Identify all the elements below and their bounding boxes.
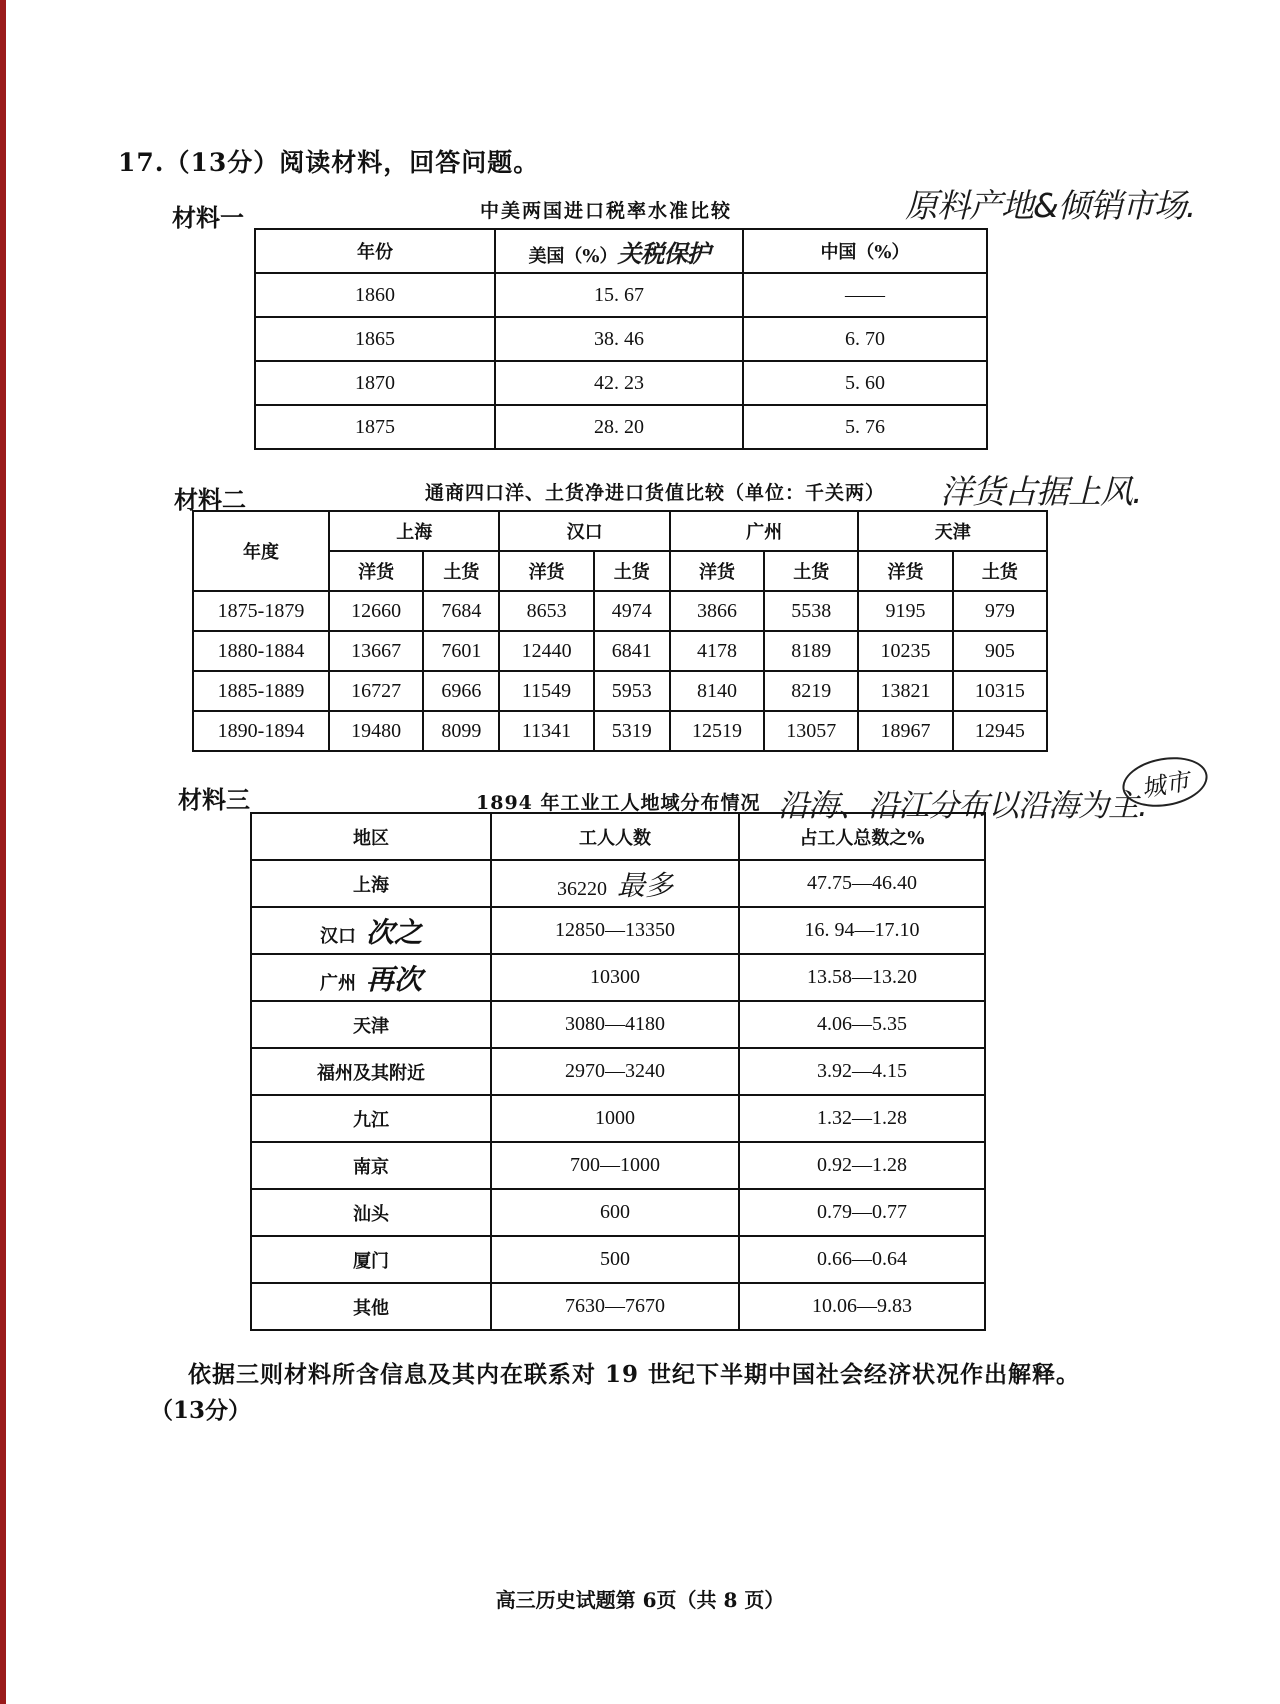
trade-cell: 979 — [953, 591, 1047, 631]
table-row — [251, 1142, 985, 1189]
workers-count-cell: 1000 — [491, 1095, 739, 1142]
trade-cell: 6841 — [594, 631, 670, 671]
table-row — [255, 405, 987, 449]
trade-cell: 6966 — [423, 671, 499, 711]
tariff-cell: 15. 67 — [495, 273, 743, 317]
tariff-cell: —— — [743, 273, 987, 317]
trade-cell: 9195 — [858, 591, 952, 631]
tariff-cell: 1870 — [255, 361, 495, 405]
trade-subheader: 洋货 — [499, 551, 593, 591]
table-row — [193, 591, 1047, 631]
trade-cell: 13821 — [858, 671, 952, 711]
material2-caption: 通商四口洋、土货净进口货值比较（单位：千关两） — [425, 482, 886, 504]
workers-table — [250, 812, 986, 1331]
table-row — [251, 1095, 985, 1142]
tariff-cell: 5. 76 — [743, 405, 987, 449]
trade-subheader: 土货 — [423, 551, 499, 591]
workers-region-cell: 天津 — [251, 1001, 491, 1048]
workers-region-cell — [251, 954, 491, 1001]
trade-header-city: 汉口 — [499, 511, 669, 551]
trade-cell: 13667 — [329, 631, 423, 671]
material2-label: 材料二 — [174, 485, 246, 514]
tariff-table — [254, 228, 988, 450]
trade-cell: 10235 — [858, 631, 952, 671]
workers-header-region: 地区 — [251, 813, 491, 860]
table-row — [251, 860, 985, 907]
trade-cell: 7601 — [423, 631, 499, 671]
trade-subheader: 洋货 — [329, 551, 423, 591]
question-score: （13分） — [150, 1397, 252, 1424]
workers-count-cell: 10300 — [491, 954, 739, 1001]
trade-cell: 10315 — [953, 671, 1047, 711]
trade-cell: 4974 — [594, 591, 670, 631]
table-row — [251, 1236, 985, 1283]
trade-cell: 8219 — [764, 671, 858, 711]
workers-region-name: 广州 — [319, 972, 356, 994]
tariff-header-usa-label: 美国（%） — [528, 245, 618, 267]
workers-percent-cell: 13.58—13.20 — [739, 954, 985, 1001]
workers-region-cell: 厦门 — [251, 1236, 491, 1283]
table-row — [193, 671, 1047, 711]
workers-count-value: 36220 — [556, 877, 607, 900]
workers-region-cell: 南京 — [251, 1142, 491, 1189]
trade-cell: 1885-1889 — [193, 671, 329, 711]
table-row — [255, 317, 987, 361]
workers-count-cell: 12850—13350 — [491, 907, 739, 954]
workers-count-cell — [491, 860, 739, 907]
tariff-header-year: 年份 — [255, 229, 495, 273]
workers-percent-cell: 0.66—0.64 — [739, 1236, 985, 1283]
workers-header-percent: 占工人总数之% — [739, 813, 985, 860]
trade-cell: 3866 — [670, 591, 764, 631]
tariff-cell: 28. 20 — [495, 405, 743, 449]
hankou-handwritten-note: 次之 — [365, 915, 422, 949]
table-row — [251, 1048, 985, 1095]
workers-percent-cell: 0.79—0.77 — [739, 1189, 985, 1236]
table-row — [193, 631, 1047, 671]
trade-cell: 1880-1884 — [193, 631, 329, 671]
trade-cell: 18967 — [858, 711, 952, 751]
table-row — [251, 954, 985, 1001]
workers-percent-cell: 10.06—9.83 — [739, 1283, 985, 1330]
trade-table — [192, 510, 1048, 752]
trade-cell: 13057 — [764, 711, 858, 751]
trade-cell: 7684 — [423, 591, 499, 631]
question-title: 17.（13分）阅读材料，回答问题。 — [118, 148, 540, 177]
workers-header-count: 工人人数 — [491, 813, 739, 860]
material2-handwritten-note: 洋货占据上风. — [940, 472, 1142, 511]
workers-region-cell: 汕头 — [251, 1189, 491, 1236]
workers-region-name: 汉口 — [319, 925, 356, 947]
trade-cell: 1875-1879 — [193, 591, 329, 631]
table-row — [255, 361, 987, 405]
workers-region-cell: 福州及其附近 — [251, 1048, 491, 1095]
trade-subheader: 土货 — [953, 551, 1047, 591]
tariff-header-usa — [495, 229, 743, 273]
trade-header-city: 广州 — [670, 511, 859, 551]
trade-cell: 8189 — [764, 631, 858, 671]
material3-circled-note: 城市 — [1118, 751, 1211, 813]
material1-caption: 中美两国进口税率水准比较 — [480, 200, 733, 222]
trade-cell: 8099 — [423, 711, 499, 751]
trade-subheader: 洋货 — [670, 551, 764, 591]
tariff-cell: 42. 23 — [495, 361, 743, 405]
page-edge-mark — [0, 0, 6, 1704]
question-prompt: 依据三则材料所含信息及其内在联系对 19 世纪下半期中国社会经济状况作出解释。 — [188, 1361, 1081, 1388]
tariff-cell: 1875 — [255, 405, 495, 449]
trade-cell: 12660 — [329, 591, 423, 631]
table-row — [251, 1189, 985, 1236]
table-row — [255, 273, 987, 317]
trade-subheader: 土货 — [594, 551, 670, 591]
material1-handwritten-note: 原料产地&倾销市场. — [905, 186, 1196, 225]
trade-cell: 5319 — [594, 711, 670, 751]
workers-region-cell: 其他 — [251, 1283, 491, 1330]
workers-count-cell: 700—1000 — [491, 1142, 739, 1189]
workers-count-cell: 500 — [491, 1236, 739, 1283]
tariff-cell: 38. 46 — [495, 317, 743, 361]
workers-percent-cell: 47.75—46.40 — [739, 860, 985, 907]
table-row — [251, 1283, 985, 1330]
trade-cell: 12519 — [670, 711, 764, 751]
trade-cell: 5953 — [594, 671, 670, 711]
material3-caption: 1894 年工业工人地域分布情况 — [476, 792, 761, 814]
trade-cell: 5538 — [764, 591, 858, 631]
trade-subheader: 土货 — [764, 551, 858, 591]
page-footer: 高三历史试题第 6页（共 8 页） — [495, 1588, 785, 1612]
workers-count-cell: 2970—3240 — [491, 1048, 739, 1095]
trade-header-city: 天津 — [858, 511, 1047, 551]
trade-cell: 905 — [953, 631, 1047, 671]
trade-cell: 12440 — [499, 631, 593, 671]
trade-cell: 12945 — [953, 711, 1047, 751]
trade-cell: 16727 — [329, 671, 423, 711]
workers-percent-cell: 3.92—4.15 — [739, 1048, 985, 1095]
trade-cell: 19480 — [329, 711, 423, 751]
table-row — [193, 711, 1047, 751]
table-row — [251, 1001, 985, 1048]
workers-count-cell: 3080—4180 — [491, 1001, 739, 1048]
trade-header-year: 年度 — [193, 511, 329, 591]
trade-subheader: 洋货 — [858, 551, 952, 591]
workers-percent-cell: 1.32—1.28 — [739, 1095, 985, 1142]
shanghai-handwritten-note: 最多 — [616, 868, 673, 902]
workers-percent-cell: 4.06—5.35 — [739, 1001, 985, 1048]
trade-cell: 1890-1894 — [193, 711, 329, 751]
workers-region-cell: 九江 — [251, 1095, 491, 1142]
trade-cell: 4178 — [670, 631, 764, 671]
workers-percent-cell: 16. 94—17.10 — [739, 907, 985, 954]
tariff-cell: 1860 — [255, 273, 495, 317]
workers-count-cell: 600 — [491, 1189, 739, 1236]
material3-handwritten-note: 沿海、沿江分布以沿海为主. — [778, 788, 1147, 824]
trade-cell: 11341 — [499, 711, 593, 751]
trade-cell: 8140 — [670, 671, 764, 711]
material1-label: 材料一 — [172, 203, 244, 232]
guangzhou-handwritten-note: 再次 — [365, 962, 422, 996]
tariff-handwritten-note: 关税保护 — [617, 239, 710, 268]
workers-region-cell — [251, 907, 491, 954]
workers-percent-cell: 0.92—1.28 — [739, 1142, 985, 1189]
trade-cell: 11549 — [499, 671, 593, 711]
tariff-header-china: 中国（%） — [743, 229, 987, 273]
workers-count-cell: 7630—7670 — [491, 1283, 739, 1330]
workers-region-cell: 上海 — [251, 860, 491, 907]
trade-header-city: 上海 — [329, 511, 499, 551]
table-row — [251, 907, 985, 954]
trade-cell: 8653 — [499, 591, 593, 631]
tariff-cell: 1865 — [255, 317, 495, 361]
tariff-cell: 5. 60 — [743, 361, 987, 405]
material3-label: 材料三 — [178, 785, 250, 814]
tariff-cell: 6. 70 — [743, 317, 987, 361]
